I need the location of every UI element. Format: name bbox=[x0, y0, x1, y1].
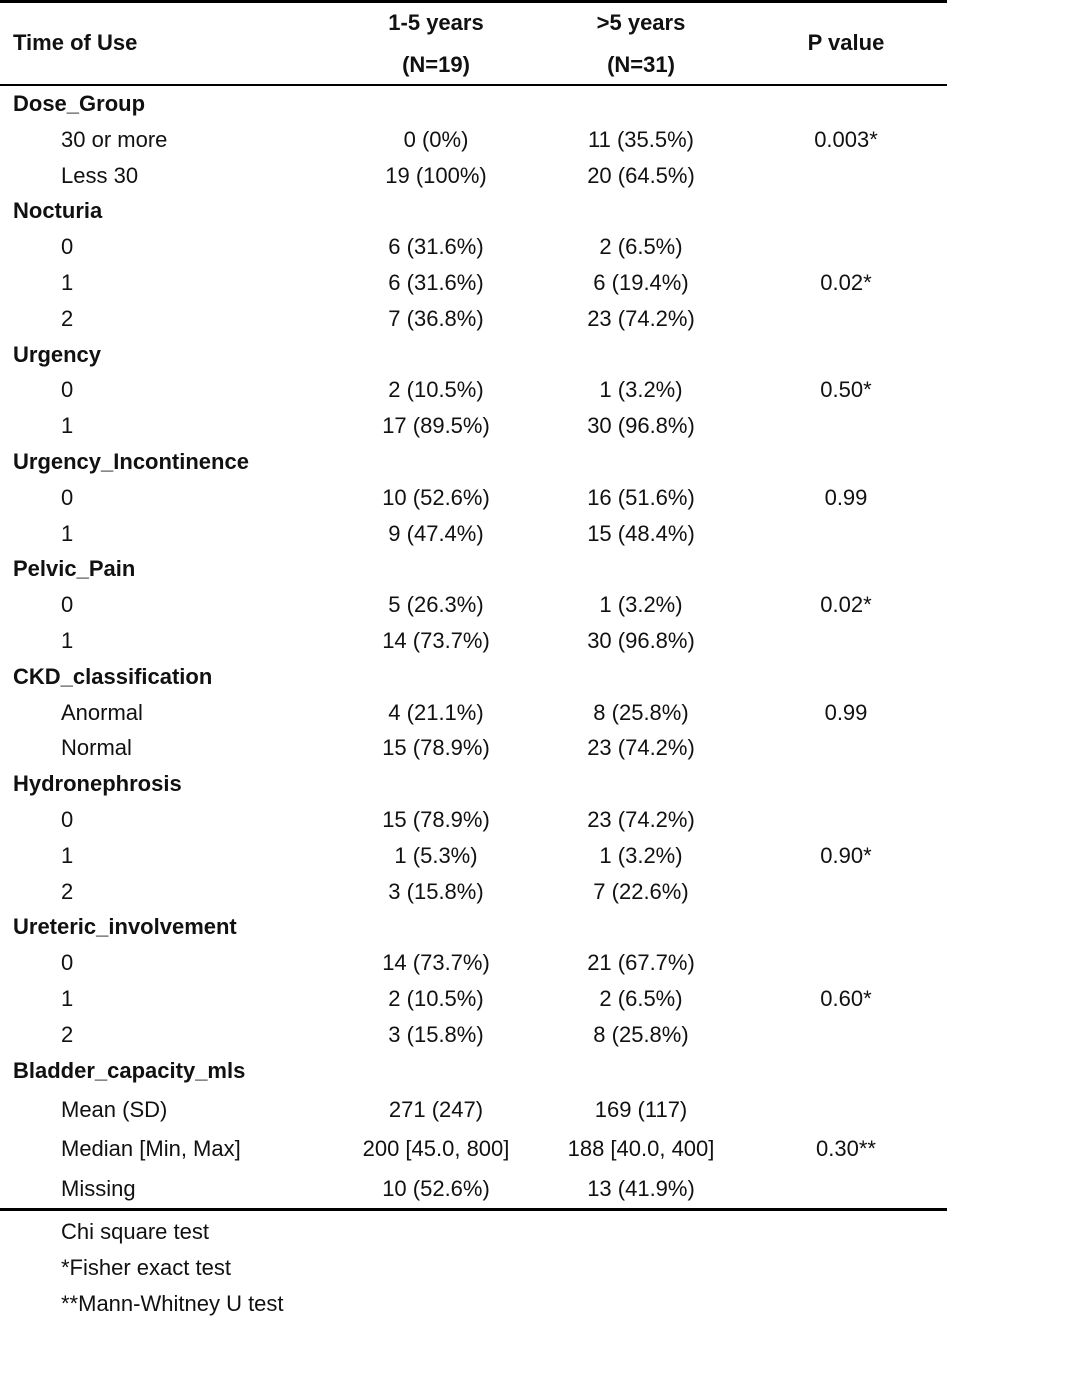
cell-col2: 6 (19.4%) bbox=[593, 270, 689, 295]
cell-col2: 188 [40.0, 400] bbox=[567, 1136, 715, 1162]
variable-name: Ureteric_involvement bbox=[13, 914, 237, 940]
header-time-of-use: Time of Use bbox=[13, 30, 138, 55]
variable-name: Hydronephrosis bbox=[13, 771, 182, 797]
cell-col2: 13 (41.9%) bbox=[587, 1175, 695, 1201]
cell-col1: 271 (247) bbox=[388, 1096, 484, 1122]
header-col1-line1: 1-5 years bbox=[388, 10, 484, 35]
cell-col1: 3 (15.8%) bbox=[388, 1021, 484, 1047]
p-value: 0.99 bbox=[824, 699, 868, 725]
cell-col1: 14 (73.7%) bbox=[382, 950, 490, 976]
p-value: 0.60* bbox=[820, 986, 872, 1011]
cell-col2: 21 (67.7%) bbox=[587, 950, 695, 976]
header-col2-line1: >5 years bbox=[596, 10, 686, 35]
cell-col1: 19 (100%) bbox=[385, 162, 487, 188]
cell-col1: 7 (36.8%) bbox=[388, 305, 484, 331]
cell-col2: 8 (25.8%) bbox=[593, 1021, 689, 1047]
row-label: Normal bbox=[61, 735, 132, 761]
cell-col1: 5 (26.3%) bbox=[388, 592, 484, 618]
cell-col1: 10 (52.6%) bbox=[382, 1175, 490, 1201]
p-value: 0.02* bbox=[820, 270, 872, 295]
row-label: 2 bbox=[61, 878, 74, 904]
row-label: 0 bbox=[61, 234, 74, 260]
cell-col1: 15 (78.9%) bbox=[382, 735, 490, 761]
cell-col1: 6 (31.6%) bbox=[388, 234, 484, 260]
cell-col1: 17 (89.5%) bbox=[382, 413, 490, 439]
cell-col1: 6 (31.6%) bbox=[388, 270, 484, 295]
header-col1-line2: (N=19) bbox=[402, 52, 470, 77]
cell-col2: 30 (96.8%) bbox=[587, 413, 695, 439]
cell-col2: 23 (74.2%) bbox=[587, 735, 695, 761]
row-label: 1 bbox=[61, 520, 74, 546]
cell-col2: 2 (6.5%) bbox=[599, 234, 683, 260]
cell-col2: 7 (22.6%) bbox=[593, 878, 689, 904]
variable-name: Urgency bbox=[13, 341, 102, 367]
cell-col2: 23 (74.2%) bbox=[587, 807, 695, 832]
row-label: 2 bbox=[61, 1021, 74, 1047]
cell-col2: 2 (6.5%) bbox=[599, 986, 683, 1011]
cell-col1: 2 (10.5%) bbox=[388, 986, 484, 1011]
row-label: Less 30 bbox=[61, 162, 139, 188]
row-label: 1 bbox=[61, 842, 74, 868]
row-label: 1 bbox=[61, 413, 74, 439]
cell-col1: 1 (5.3%) bbox=[394, 842, 478, 868]
cell-col2: 15 (48.4%) bbox=[587, 520, 695, 546]
cell-col1: 14 (73.7%) bbox=[382, 628, 490, 653]
row-label: Anormal bbox=[61, 699, 143, 725]
header-rule bbox=[0, 84, 947, 86]
row-label: 0 bbox=[61, 950, 74, 976]
cell-col1: 3 (15.8%) bbox=[388, 878, 484, 904]
header-pvalue: P value bbox=[807, 30, 885, 55]
cell-col1: 2 (10.5%) bbox=[388, 377, 484, 403]
cell-col2: 1 (3.2%) bbox=[599, 842, 683, 868]
cell-col1: 10 (52.6%) bbox=[382, 484, 490, 510]
p-value: 0.30** bbox=[816, 1136, 876, 1162]
bottom-rule bbox=[0, 1208, 947, 1211]
row-label: 1 bbox=[61, 628, 74, 653]
row-label: 0 bbox=[61, 592, 74, 618]
cell-col2: 8 (25.8%) bbox=[593, 699, 689, 725]
cell-col2: 20 (64.5%) bbox=[587, 162, 695, 188]
cell-col1: 200 [45.0, 800] bbox=[362, 1136, 510, 1162]
footnote-chi-square: Chi square test bbox=[61, 1219, 209, 1244]
header-col2-line2: (N=31) bbox=[607, 52, 675, 77]
footnote-mann-whitney: **Mann-Whitney U test bbox=[61, 1291, 284, 1316]
row-label: 30 or more bbox=[61, 126, 168, 152]
cell-col2: 23 (74.2%) bbox=[587, 305, 695, 331]
p-value: 0.02* bbox=[820, 592, 872, 618]
cell-col2: 169 (117) bbox=[594, 1096, 688, 1122]
cell-col2: 1 (3.2%) bbox=[599, 377, 683, 403]
row-label: 0 bbox=[61, 484, 74, 510]
top-rule bbox=[0, 0, 947, 3]
p-value: 0.90* bbox=[820, 842, 872, 868]
cell-col2: 1 (3.2%) bbox=[599, 592, 683, 618]
variable-name: Dose_Group bbox=[13, 91, 146, 116]
footnote-fisher: *Fisher exact test bbox=[61, 1255, 231, 1280]
cell-col1: 4 (21.1%) bbox=[388, 699, 484, 725]
cell-col1: 0 (0%) bbox=[403, 126, 469, 152]
row-label: 0 bbox=[61, 807, 74, 832]
variable-name: CKD_classification bbox=[13, 663, 213, 689]
cell-col1: 15 (78.9%) bbox=[382, 807, 490, 832]
variable-name: Bladder_capacity_mls bbox=[13, 1057, 246, 1083]
cell-col2: 11 (35.5%) bbox=[588, 126, 694, 152]
p-value: 0.50* bbox=[820, 377, 872, 403]
row-label: Median [Min, Max] bbox=[61, 1136, 241, 1162]
row-label: Missing bbox=[61, 1175, 136, 1201]
row-label: 0 bbox=[61, 377, 74, 403]
row-label: 2 bbox=[61, 305, 74, 331]
cell-col2: 16 (51.6%) bbox=[587, 484, 695, 510]
cell-col1: 9 (47.4%) bbox=[388, 520, 484, 546]
p-value: 0.99 bbox=[824, 484, 868, 510]
variable-name: Pelvic_Pain bbox=[13, 556, 136, 582]
row-label: Mean (SD) bbox=[61, 1096, 168, 1122]
variable-name: Urgency_Incontinence bbox=[13, 449, 249, 474]
p-value: 0.003* bbox=[814, 126, 878, 152]
row-label: 1 bbox=[61, 270, 74, 295]
row-label: 1 bbox=[61, 986, 74, 1011]
variable-name: Nocturia bbox=[13, 198, 103, 224]
cell-col2: 30 (96.8%) bbox=[587, 628, 695, 653]
